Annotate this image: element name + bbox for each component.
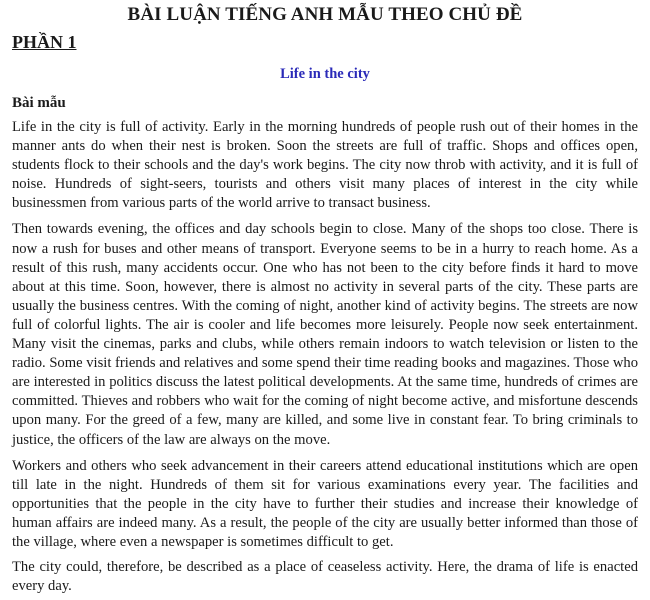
paragraph-3: Workers and others who seek advancement in their careers attend educational institutions which are open till late in the night. Hundreds of them sit for various examinations every year. The facilities and opportunities that the people in the city have to further their studies and increase their knowledge of human affairs are indeed many. As a result, the people of the city are usually better informed than those of the village, where even a newspaper is sometimes difficult to get. bbox=[12, 457, 638, 550]
part-heading: PHẦN 1 bbox=[12, 32, 77, 52]
essay-title: Life in the city bbox=[280, 66, 370, 82]
paragraph-4: The city could, therefore, be described as a place of ceaseless activity. Here, the drama of life is enacted every day. bbox=[12, 559, 638, 595]
paragraph-2: Then towards evening, the offices and day schools begin to close. Many of the shops too close. There is now a rush for buses and other means of transport. Everyone seems to be in a hurry to reach home. As a result of this rush, many accidents occur. One who has not been to the city before finds it hard to move about at this time. Soon, however, there is almost no activity in several parts of the city. These parts are usually the business centres. With the coming of night, another kind of activity begins. The streets are now full of colorful lights. The air is cooler and life becomes more leisurely. People now seek entertainment. Many visit the cinemas, parks and clubs, while others remain indoors to watch television or listen to the radio. Some visit friends and relatives and some spend their time reading books and magazines. Those who are interested in politics discuss the latest political developments. At the same time, hundreds of crimes are committed. Thieves and robbers who wait for the coming of night become active, and misfortune descends upon many. For the greed of a few, many are killed, and some live in constant fear. To bring criminals to justice, the officers of the law are always on the move. bbox=[12, 221, 638, 448]
paragraph-1: Life in the city is full of activity. Early in the morning hundreds of people rush out of their homes in the manner ants do when their nest is broken. Soon the streets are full of traffic. Shops and offices open, students flock to their schools and the day's work begins. The city now throb with activity, and it is full of noise. Hundreds of sight-seers, tourists and others visit many places of interest in the city while businessmen from various parts of the world arrive to transact business. bbox=[12, 119, 638, 212]
document-title: BÀI LUẬN TIẾNG ANH MẪU THEO CHỦ ĐỀ bbox=[127, 4, 523, 25]
sample-label: Bài mẫu bbox=[12, 95, 66, 111]
